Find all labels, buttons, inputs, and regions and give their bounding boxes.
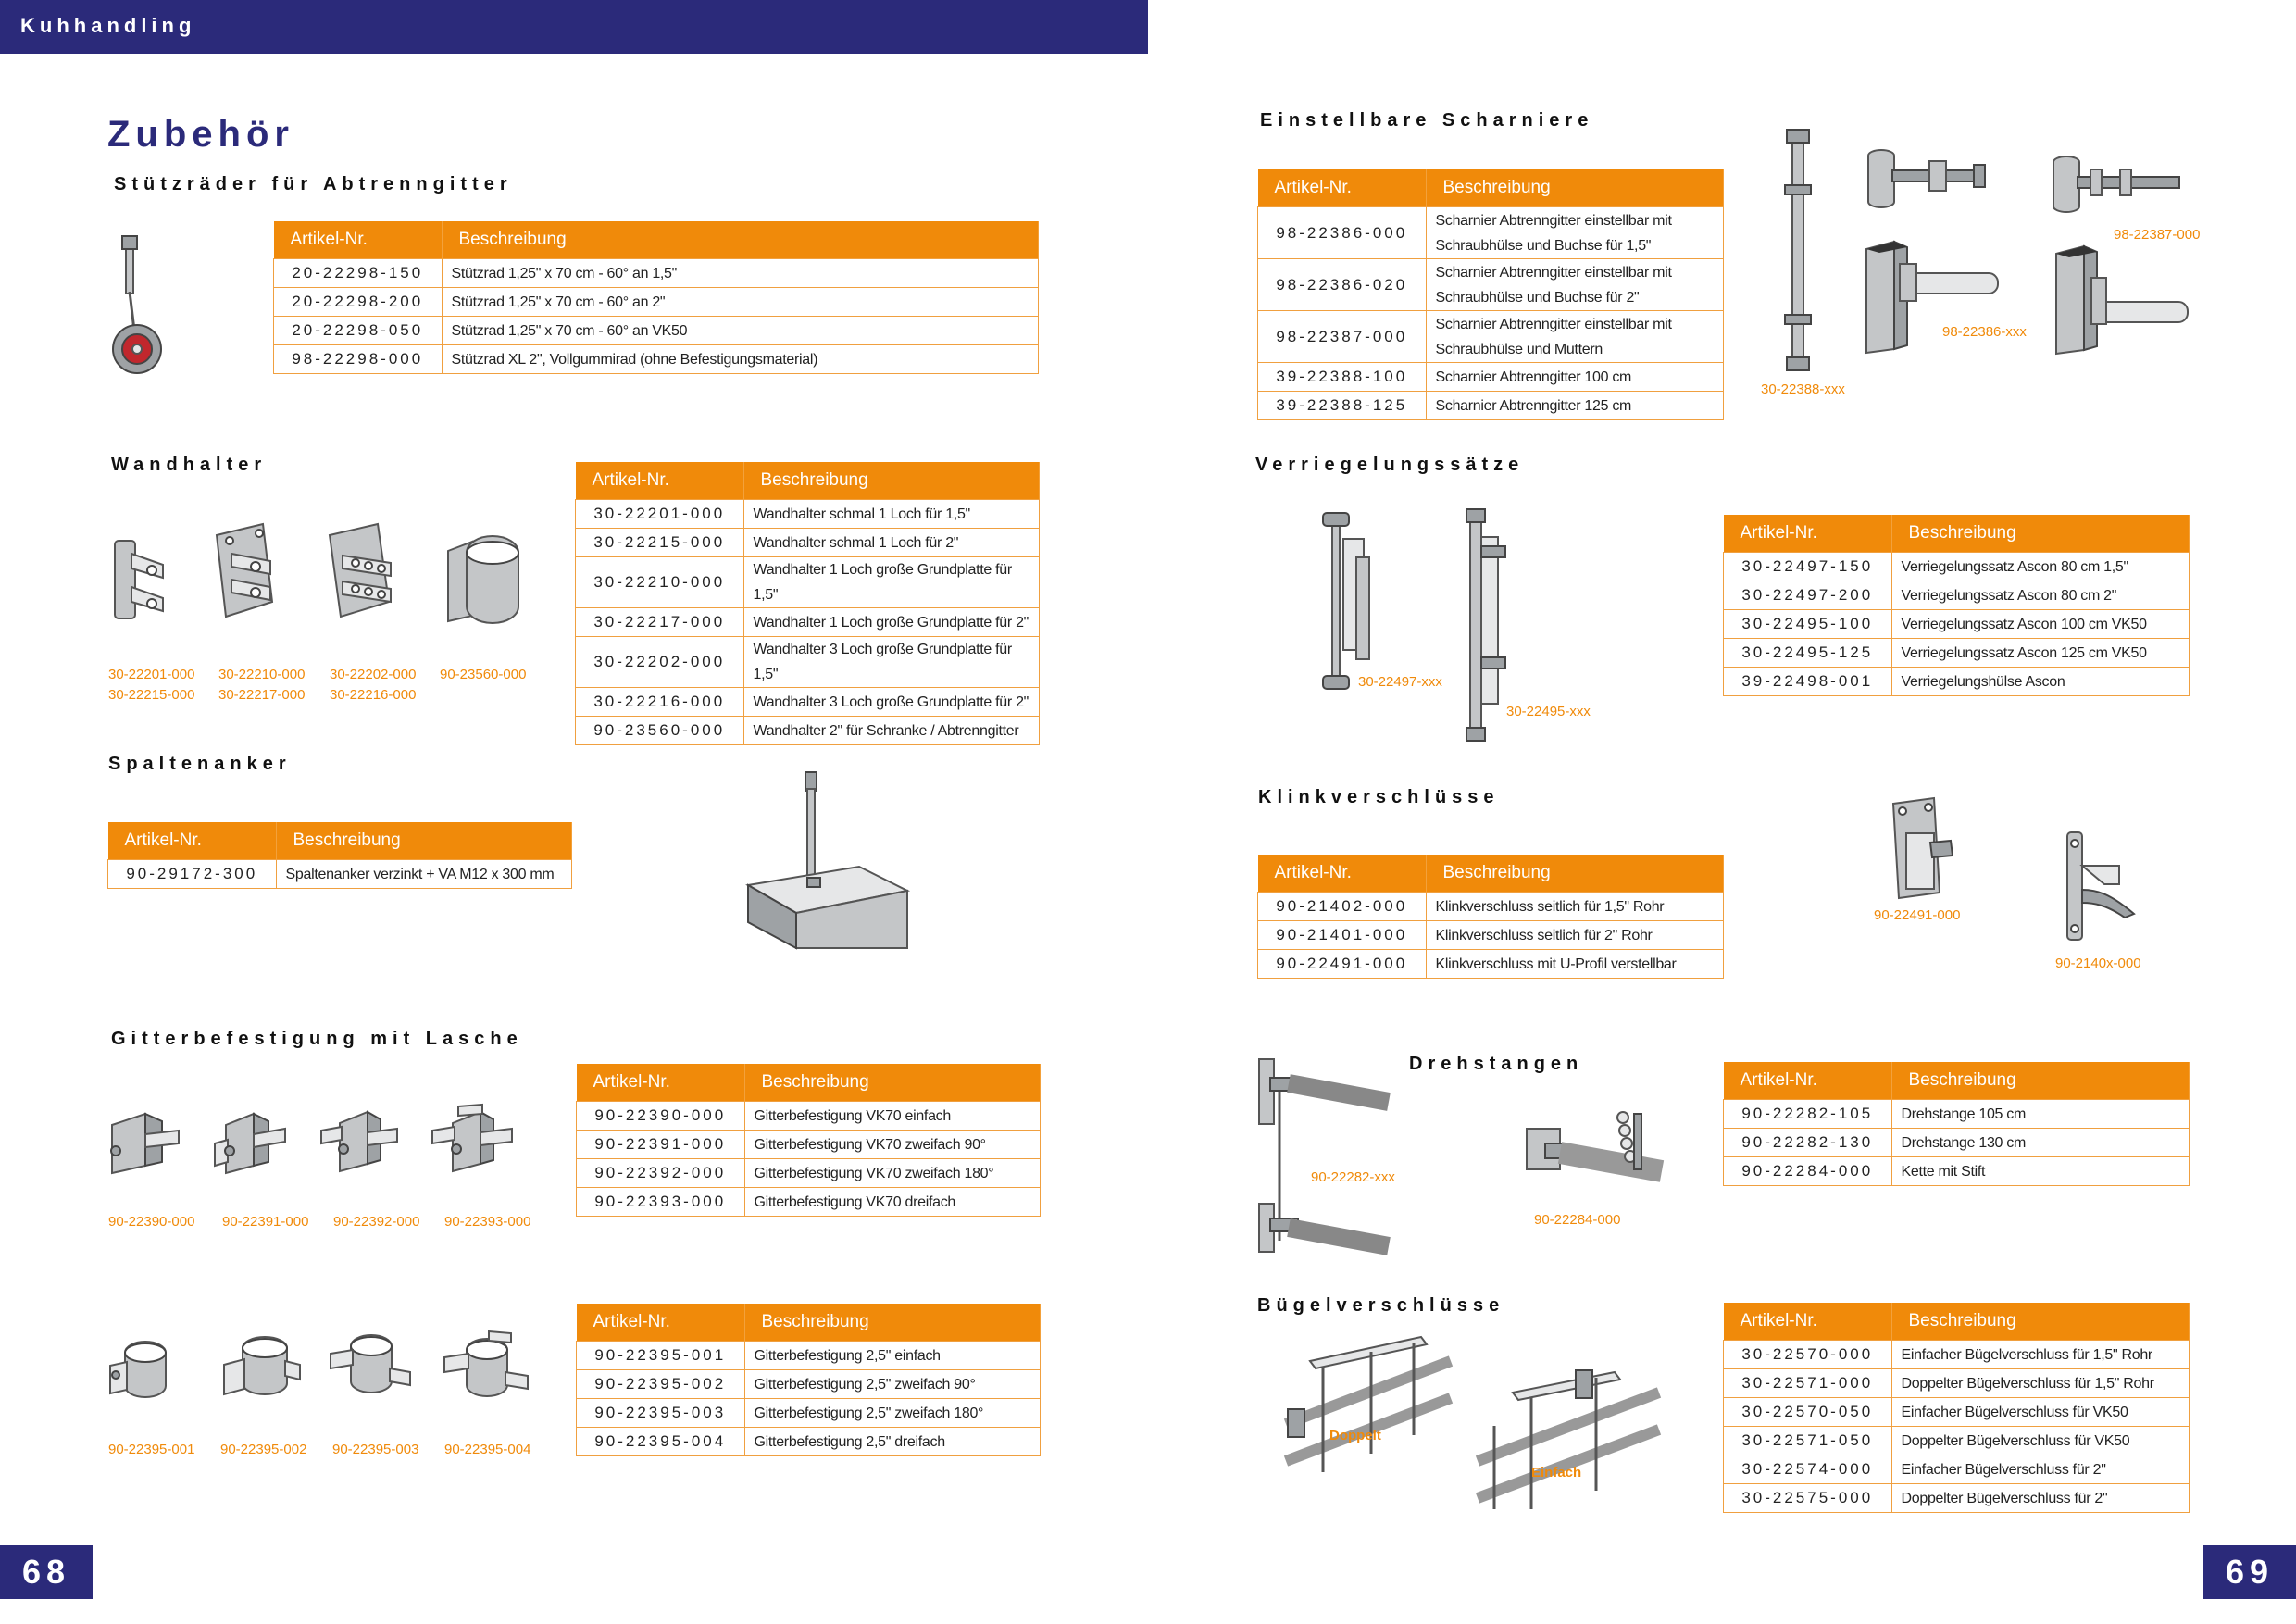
article-number: 30-22570-000 <box>1724 1341 1892 1369</box>
section-title-scharniere: Einstellbare Scharniere <box>1260 110 1594 131</box>
table-wandhalter <box>575 462 1040 745</box>
table-row <box>274 345 1039 374</box>
klink-label-b: 90-2140x-000 <box>2055 956 2141 971</box>
table-row <box>274 288 1039 317</box>
table-row <box>1724 1129 2190 1157</box>
buegel-label-einfach: Einfach <box>1531 1465 1582 1480</box>
page-number-left: 68 <box>0 1545 93 1599</box>
verriegelung-label-a: 30-22497-xxx <box>1358 674 1442 690</box>
article-description: Gitterbefestigung VK70 dreifach <box>744 1188 1041 1217</box>
article-number: 20-22298-050 <box>274 317 443 345</box>
col-artikel-nr: Artikel-Nr. <box>1258 855 1427 893</box>
wandhalter-label-1: 30-22201-000 30-22215-000 <box>108 667 195 703</box>
gitter-lasche-image-4 <box>430 1105 514 1183</box>
gitter-lasche-label-3: 90-22392-000 <box>333 1214 420 1230</box>
gitter-25-label-4: 90-22395-004 <box>444 1442 531 1457</box>
wandhalter-image-2 <box>211 520 281 627</box>
table-row <box>274 259 1039 288</box>
table-row <box>576 608 1040 637</box>
table-scharniere <box>1257 169 1724 420</box>
article-number: 90-22391-000 <box>577 1131 745 1159</box>
stuetzrad-image <box>111 236 167 384</box>
article-number: 30-22495-100 <box>1724 610 1892 639</box>
col-artikel-nr: Artikel-Nr. <box>576 462 744 500</box>
gitter-lasche-image-2 <box>213 1106 287 1181</box>
klink-label-a: 90-22491-000 <box>1874 907 1961 923</box>
article-number: 90-21402-000 <box>1258 893 1427 921</box>
table-row <box>1724 610 2190 639</box>
section-title-gitter-lasche: Gitterbefestigung mit Lasche <box>111 1029 523 1049</box>
table-row <box>1258 392 1724 420</box>
col-beschreibung: Beschreibung <box>1891 515 2190 553</box>
article-number: 30-22497-150 <box>1724 553 1892 581</box>
article-description: Scharnier Abtrenngitter 100 cm <box>1426 363 1724 392</box>
article-number: 30-22497-200 <box>1724 581 1892 610</box>
wandhalter-image-3 <box>324 520 398 627</box>
article-number: 98-22386-020 <box>1258 259 1427 311</box>
table-row <box>108 860 572 889</box>
article-description: Verriegelungssatz Ascon 125 cm VK50 <box>1891 639 2190 668</box>
article-description: Gitterbefestigung VK70 einfach <box>744 1102 1041 1131</box>
table-row <box>576 637 1040 688</box>
table-row <box>1258 363 1724 392</box>
article-description: Wandhalter schmal 1 Loch für 1,5" <box>743 500 1040 529</box>
table-row <box>1258 311 1724 363</box>
article-description: Scharnier Abtrenngitter einstellbar mit Schraubhülse und Muttern <box>1426 311 1724 363</box>
article-number: 39-22388-125 <box>1258 392 1427 420</box>
buegel-doppelt-image <box>1282 1333 1454 1481</box>
verriegelung-image-2 <box>1461 509 1512 741</box>
col-artikel-nr: Artikel-Nr. <box>1724 1062 1892 1100</box>
col-artikel-nr: Artikel-Nr. <box>274 221 443 259</box>
article-description: Verriegelungssatz Ascon 80 cm 2" <box>1891 581 2190 610</box>
scharnier-image-2 <box>1863 137 1992 211</box>
scharnier-image-3 <box>2048 144 2187 218</box>
table-drehstangen <box>1723 1062 2190 1186</box>
article-number: 30-22210-000 <box>576 557 744 608</box>
article-description: Doppelter Bügelverschluss für 1,5" Rohr <box>1891 1369 2190 1398</box>
col-artikel-nr: Artikel-Nr. <box>108 822 277 860</box>
article-description: Drehstange 105 cm <box>1891 1100 2190 1129</box>
article-number: 90-22393-000 <box>577 1188 745 1217</box>
col-artikel-nr: Artikel-Nr. <box>1724 1303 1892 1341</box>
article-number: 90-22395-001 <box>577 1342 745 1370</box>
article-number: 30-22217-000 <box>576 608 744 637</box>
article-number: 98-22387-000 <box>1258 311 1427 363</box>
table-row <box>576 529 1040 557</box>
article-number: 90-23560-000 <box>576 717 744 745</box>
wandhalter-image-4 <box>444 532 523 625</box>
gitter-lasche-label-1: 90-22390-000 <box>108 1214 195 1230</box>
table-row <box>1724 1398 2190 1427</box>
gitter-lasche-image-3 <box>319 1105 398 1183</box>
article-number: 30-22571-000 <box>1724 1369 1892 1398</box>
col-beschreibung: Beschreibung <box>1891 1303 2190 1341</box>
table-row <box>1724 1455 2190 1484</box>
col-beschreibung: Beschreibung <box>743 462 1040 500</box>
article-number: 30-22575-000 <box>1724 1484 1892 1513</box>
section-title-wandhalter: Wandhalter <box>111 455 268 475</box>
article-description: Wandhalter 3 Loch große Grundplatte für 2" <box>743 688 1040 717</box>
header-section-title: Kuhhandling <box>20 14 196 37</box>
wandhalter-image-1 <box>111 537 167 625</box>
verriegelung-label-b: 30-22495-xxx <box>1506 704 1591 719</box>
table-row <box>577 1342 1041 1370</box>
drehstange-label-a: 90-22282-xxx <box>1311 1169 1395 1185</box>
article-number: 90-21401-000 <box>1258 921 1427 950</box>
article-description: Wandhalter 2" für Schranke / Abtrenngitter <box>743 717 1040 745</box>
section-title-verriegelung: Verriegelungssätze <box>1255 455 1525 475</box>
article-number: 30-22570-050 <box>1724 1398 1892 1427</box>
section-title-drehstangen: Drehstangen <box>1409 1054 1584 1074</box>
gitter-lasche-label-2: 90-22391-000 <box>222 1214 309 1230</box>
article-description: Scharnier Abtrenngitter einstellbar mit Schraubhülse und Buchse für 1,5" <box>1426 207 1724 259</box>
table-klink <box>1257 855 1724 979</box>
table-row <box>1724 1341 2190 1369</box>
table-row <box>576 688 1040 717</box>
table-row <box>577 1428 1041 1456</box>
article-description: Gitterbefestigung VK70 zweifach 180° <box>744 1159 1041 1188</box>
article-number: 90-22392-000 <box>577 1159 745 1188</box>
article-description: Klinkverschluss seitlich für 2" Rohr <box>1426 921 1724 950</box>
article-description: Scharnier Abtrenngitter einstellbar mit Schraubhülse und Buchse für 2" <box>1426 259 1724 311</box>
article-number: 98-22386-000 <box>1258 207 1427 259</box>
col-artikel-nr: Artikel-Nr. <box>577 1064 745 1102</box>
col-artikel-nr: Artikel-Nr. <box>1724 515 1892 553</box>
gitter-25-label-2: 90-22395-002 <box>220 1442 307 1457</box>
table-gitter-lasche <box>576 1064 1041 1217</box>
article-description: Verriegelungssatz Ascon 100 cm VK50 <box>1891 610 2190 639</box>
article-number: 39-22388-100 <box>1258 363 1427 392</box>
article-description: Wandhalter 1 Loch große Grundplatte für 1,5" <box>743 557 1040 608</box>
article-number: 90-29172-300 <box>108 860 277 889</box>
table-row <box>1258 259 1724 311</box>
scharnier-label-c: 98-22387-000 <box>2114 227 2201 243</box>
table-gitter-25 <box>576 1304 1041 1456</box>
table-buegel <box>1723 1303 2190 1513</box>
article-description: Wandhalter 3 Loch große Grundplatte für 1,5" <box>743 637 1040 688</box>
article-number: 90-22282-130 <box>1724 1129 1892 1157</box>
article-description: Stützrad 1,25" x 70 cm - 60° an VK50 <box>442 317 1039 345</box>
article-number: 30-22574-000 <box>1724 1455 1892 1484</box>
article-number: 90-22390-000 <box>577 1102 745 1131</box>
table-row <box>274 317 1039 345</box>
buegel-label-doppelt: Doppelt <box>1329 1428 1381 1443</box>
table-verriegelung <box>1723 515 2190 696</box>
table-row <box>1724 1427 2190 1455</box>
article-description: Gitterbefestigung 2,5" zweifach 180° <box>744 1399 1041 1428</box>
table-row <box>577 1188 1041 1217</box>
article-description: Scharnier Abtrenngitter 125 cm <box>1426 392 1724 420</box>
gitter-25-label-3: 90-22395-003 <box>332 1442 419 1457</box>
table-row <box>577 1102 1041 1131</box>
table-row <box>577 1370 1041 1399</box>
article-number: 30-22202-000 <box>576 637 744 688</box>
section-title-spaltenanker: Spaltenanker <box>108 754 292 774</box>
article-number: 39-22498-001 <box>1724 668 1892 696</box>
table-row <box>1724 1484 2190 1513</box>
article-description: Einfacher Bügelverschluss für 1,5" Rohr <box>1891 1341 2190 1369</box>
article-number: 30-22216-000 <box>576 688 744 717</box>
col-beschreibung: Beschreibung <box>744 1064 1041 1102</box>
gitter-lasche-label-4: 90-22393-000 <box>444 1214 531 1230</box>
drehstange-image <box>1252 1056 1391 1255</box>
article-description: Wandhalter schmal 1 Loch für 2" <box>743 529 1040 557</box>
gitter-25-image-4 <box>443 1331 530 1410</box>
article-number: 20-22298-200 <box>274 288 443 317</box>
article-description: Gitterbefestigung 2,5" dreifach <box>744 1428 1041 1456</box>
scharnier-label-a: 30-22388-xxx <box>1761 381 1845 397</box>
table-spaltenanker <box>107 822 572 889</box>
article-description: Klinkverschluss mit U-Profil verstellbar <box>1426 950 1724 979</box>
col-beschreibung: Beschreibung <box>276 822 572 860</box>
table-row <box>577 1159 1041 1188</box>
article-description: Klinkverschluss seitlich für 1,5" Rohr <box>1426 893 1724 921</box>
scharnier-image-1 <box>1776 130 1822 375</box>
table-row <box>1724 1100 2190 1129</box>
article-description: Doppelter Bügelverschluss für VK50 <box>1891 1427 2190 1455</box>
drehstange-label-b: 90-22284-000 <box>1534 1212 1621 1228</box>
table-row <box>1724 668 2190 696</box>
table-row <box>1724 553 2190 581</box>
article-description: Gitterbefestigung 2,5" zweifach 90° <box>744 1370 1041 1399</box>
table-row <box>1258 950 1724 979</box>
table-row <box>576 717 1040 745</box>
article-number: 30-22495-125 <box>1724 639 1892 668</box>
gitter-25-image-3 <box>329 1331 412 1405</box>
gitter-lasche-image-1 <box>108 1106 181 1179</box>
section-title-stuetzraeder: Stützräder für Abtrenngitter <box>114 174 513 194</box>
scharnier-image-5 <box>2051 241 2190 356</box>
article-description: Stützrad 1,25" x 70 cm - 60° an 1,5" <box>442 259 1039 288</box>
table-row <box>577 1399 1041 1428</box>
section-title-klink: Klinkverschlüsse <box>1258 787 1500 807</box>
article-description: Stützrad XL 2", Vollgummirad (ohne Befestigungsmaterial) <box>442 345 1039 374</box>
col-beschreibung: Beschreibung <box>442 221 1039 259</box>
article-description: Verriegelungssatz Ascon 80 cm 1,5" <box>1891 553 2190 581</box>
col-beschreibung: Beschreibung <box>1891 1062 2190 1100</box>
table-row <box>1258 893 1724 921</box>
table-row <box>1258 207 1724 259</box>
article-description: Doppelter Bügelverschluss für 2" <box>1891 1484 2190 1513</box>
section-title-buegel: Bügelverschlüsse <box>1257 1295 1505 1316</box>
article-description: Drehstange 130 cm <box>1891 1129 2190 1157</box>
col-beschreibung: Beschreibung <box>744 1304 1041 1342</box>
article-description: Gitterbefestigung VK70 zweifach 90° <box>744 1131 1041 1159</box>
article-description: Einfacher Bügelverschluss für 2" <box>1891 1455 2190 1484</box>
article-description: Kette mit Stift <box>1891 1157 2190 1186</box>
article-number: 90-22395-004 <box>577 1428 745 1456</box>
table-row <box>1724 581 2190 610</box>
article-number: 30-22571-050 <box>1724 1427 1892 1455</box>
article-number: 90-22395-003 <box>577 1399 745 1428</box>
table-row <box>1724 639 2190 668</box>
buegel-einfach-image <box>1476 1370 1661 1514</box>
article-description: Stützrad 1,25" x 70 cm - 60° an 2" <box>442 288 1039 317</box>
article-number: 90-22282-105 <box>1724 1100 1892 1129</box>
article-number: 20-22298-150 <box>274 259 443 288</box>
klink-image-2 <box>2060 829 2139 944</box>
table-row <box>576 500 1040 529</box>
article-description: Einfacher Bügelverschluss für VK50 <box>1891 1398 2190 1427</box>
article-number: 98-22298-000 <box>274 345 443 374</box>
article-number: 90-22284-000 <box>1724 1157 1892 1186</box>
article-number: 30-22201-000 <box>576 500 744 529</box>
article-description: Verriegelungshülse Ascon <box>1891 668 2190 696</box>
wandhalter-label-4: 90-23560-000 <box>440 667 527 682</box>
col-beschreibung: Beschreibung <box>1426 169 1724 207</box>
scharnier-label-b: 98-22386-xxx <box>1942 324 2027 340</box>
kette-image <box>1523 1106 1662 1194</box>
page-number-right: 69 <box>2203 1545 2296 1599</box>
article-number: 90-22491-000 <box>1258 950 1427 979</box>
klink-image-1 <box>1884 796 1958 903</box>
gitter-25-label-1: 90-22395-001 <box>108 1442 195 1457</box>
gitter-25-image-2 <box>222 1333 301 1407</box>
wandhalter-label-2: 30-22210-000 30-22217-000 <box>218 667 306 703</box>
table-row <box>1258 921 1724 950</box>
table-row <box>1724 1157 2190 1186</box>
article-description: Wandhalter 1 Loch große Grundplatte für 2" <box>743 608 1040 637</box>
article-description: Spaltenanker verzinkt + VA M12 x 300 mm <box>276 860 572 889</box>
spaltenanker-image <box>741 767 917 952</box>
col-artikel-nr: Artikel-Nr. <box>1258 169 1427 207</box>
gitter-25-image-1 <box>108 1338 182 1407</box>
header-bar <box>0 0 1148 54</box>
table-row <box>577 1131 1041 1159</box>
article-number: 30-22215-000 <box>576 529 744 557</box>
col-beschreibung: Beschreibung <box>1426 855 1724 893</box>
wandhalter-label-3: 30-22202-000 30-22216-000 <box>330 667 417 703</box>
article-number: 90-22395-002 <box>577 1370 745 1399</box>
table-stuetzraeder <box>273 221 1039 374</box>
table-row <box>576 557 1040 608</box>
verriegelung-image-1 <box>1319 511 1384 692</box>
article-description: Gitterbefestigung 2,5" einfach <box>744 1342 1041 1370</box>
col-artikel-nr: Artikel-Nr. <box>577 1304 745 1342</box>
table-row <box>1724 1369 2190 1398</box>
page-title: Zubehör <box>107 114 294 155</box>
